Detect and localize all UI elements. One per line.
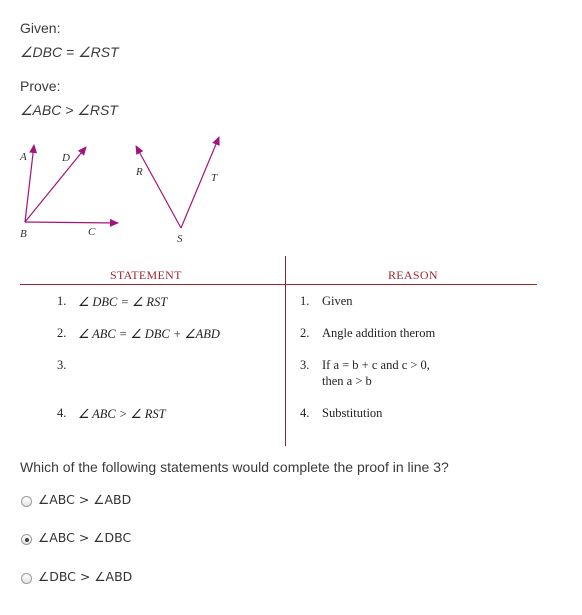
option-2[interactable]: [20, 528, 320, 550]
statement-header: STATEMENT: [110, 268, 182, 282]
row3-num: 3.: [57, 358, 67, 372]
row1-reason-num: 1.: [300, 294, 310, 308]
prove-label: Prove:: [20, 78, 61, 94]
row1-statement: ∠ DBC = ∠ RST: [78, 295, 168, 309]
row1-num: 1.: [57, 294, 67, 308]
row3-reason-line2: then a > b: [322, 374, 372, 388]
label-r: R: [136, 166, 143, 178]
label-s: S: [177, 233, 183, 245]
row2-reason: Angle addition therom: [322, 326, 436, 340]
ray-bd: [25, 147, 86, 222]
reason-header: REASON: [388, 268, 438, 282]
option-3-radio[interactable]: [21, 573, 32, 584]
row3-reason-num: 3.: [300, 358, 310, 372]
given-label: Given:: [20, 20, 61, 36]
angle-figure: [0, 0, 582, 250]
row3-reason: If a = b + c and c > 0,: [322, 358, 430, 372]
ray-sr: [136, 146, 181, 228]
label-c: C: [88, 226, 96, 238]
option-3-label: ∠DBC > ∠ABD: [38, 569, 133, 584]
option-1-label: ∠ABC > ∠ABD: [38, 492, 132, 507]
row2-statement: ∠ ABC = ∠ DBC + ∠ABD: [78, 327, 220, 341]
row2-num: 2.: [57, 326, 67, 340]
option-1-radio[interactable]: [21, 496, 32, 507]
row4-statement: ∠ ABC > ∠ RST: [78, 407, 166, 421]
option-2-radio[interactable]: [21, 534, 32, 545]
label-t: T: [211, 172, 218, 184]
table-header-rule: [20, 284, 537, 285]
table-column-divider: [285, 256, 286, 446]
option-3[interactable]: [20, 567, 320, 589]
label-b: B: [20, 228, 27, 240]
row1-reason: Given: [322, 294, 353, 308]
question-text: Which of the following statements would complete the proof in line 3?: [20, 459, 449, 475]
label-d: D: [62, 152, 70, 164]
row4-num: 4.: [57, 406, 67, 420]
label-a: A: [20, 151, 27, 163]
ray-bc: [25, 222, 118, 223]
prove-statement: ∠ABC > ∠RST: [20, 102, 118, 118]
row4-reason-num: 4.: [300, 406, 310, 420]
option-2-label: ∠ABC > ∠DBC: [38, 530, 132, 545]
given-statement: ∠DBC = ∠RST: [20, 44, 119, 60]
option-1[interactable]: [20, 490, 320, 512]
row2-reason-num: 2.: [300, 326, 310, 340]
row4-reason: Substitution: [322, 406, 383, 420]
